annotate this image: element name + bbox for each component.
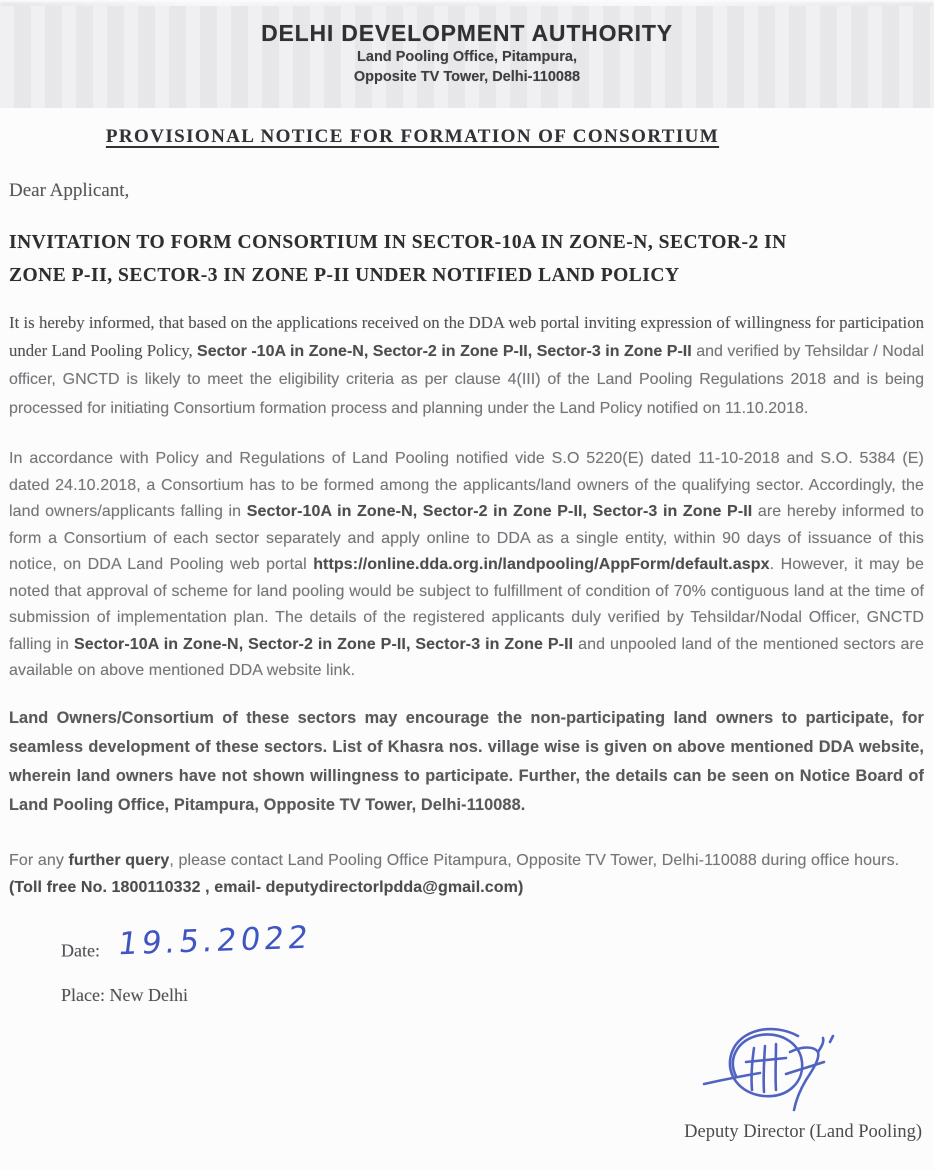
subject-line2: ZONE P-II, SECTOR-3 IN ZONE P-II UNDER NOTIFIED LAND POLICY [9,265,680,286]
paragraph-encouragement: Land Owners/Consortium of these sectors may encourage the non-participating land owners to participate, for seamless development of these sectors. List of Khasra nos. village wise is given on above mentioned DDA website, wherein land owners have not shown willingness to participate. Further, the details can be seen on Notice Board of Land Pooling Office, Pitampura, Opposite TV Tower, Delhi-110088. [9,708,924,814]
paragraph-consortium-formation [9,446,924,685]
para2-part7: and unpooled land of the mentioned sectors are available on above mentioned DDA website link. [9,635,924,679]
salutation: Dear Applicant, [9,180,130,201]
para4-part3: , please contact Land Pooling Office Pitampura, Opposite TV Tower, Delhi-110088 during office hours. [169,851,900,869]
para2-sectors-1: Sector-10A in Zone-N, Sector-2 in Zone P-II, Sector-3 in Zone P-II [246,503,753,520]
date-row [61,919,924,975]
handwritten-date: 19.5.2022 [115,919,314,962]
para1-sectors: Sector -10A in Zone-N, Sector-2 in Zone P-II, Sector-3 in Zone P-II [197,342,697,360]
para2-part5: . However, it may be noted that approval of scheme for land pooling would be subject to fulfillment of condition of 70% contiguous land at the time of submission of implementation plan. The details of the registered applicants duly verified by Tehsildar/Nodal Officer, GNCTD falling in [9,556,925,653]
para4-further-query: further query [68,851,170,869]
office-address-line2: Opposite TV Tower, Delhi-110088 [353,69,581,85]
org-name: DELHI DEVELOPMENT AUTHORITY [261,20,673,46]
notice-title: PROVISIONAL NOTICE FOR FORMATION OF CONSORTIUM [105,126,720,147]
date-label: Date: [61,939,100,960]
subject-line1: INVITATION TO FORM CONSORTIUM IN SECTOR-10A IN ZONE-N, SECTOR-2 IN [9,232,787,253]
paragraph-contact [9,847,924,901]
paragraph-eligibility [9,309,924,422]
para1-rest: and verified by Tehsildar / Nodal officer, GNCTD is likely to meet the eligibility criteria as per clause 4(III) of the Land Pooling Regulations 2018 and is being processed for initiating Consortium formation process and planning under the Land Policy notified on 11.10.2018. [9,342,925,417]
place-row: Place: New Delhi [61,984,188,1005]
portal-url: https://online.dda.org.in/landpooling/AppForm/default.aspx [313,556,770,573]
office-address-line1: Land Pooling Office, Pitampura, [357,49,577,65]
signatory-title: Deputy Director (Land Pooling) [684,1122,922,1142]
para2-part3: are hereby informed to form a Consortium of each sector separately and apply online to DDA as a single entity, within 90 days of issuance of this notice, on DDA Land Pooling web portal [9,503,924,573]
subject-heading [9,226,924,292]
para2-sectors-2: Sector-10A in Zone-N, Sector-2 in Zone P-II, Sector-3 in Zone P-II [73,635,574,653]
para4-part1: For any [9,851,69,869]
para1-intro: It is hereby informed, that based on the applications received on the DDA web portal inviting expression of willingness for participation under Land Pooling Policy, [9,313,924,360]
tollfree-email: (Toll free No. 1800110332 , email- deputydirectorlpdda@gmail.com) [9,878,524,896]
para2-part1: In accordance with Policy and Regulations of Land Pooling notified vide S.O 5220(E) dated 11-10-2018 and S.O. 5384 (E) dated 24.10.2018, a Consortium has to be formed among the applicants/land owners of the qualifying sector. Accordingly, the land owners/applicants falling in [9,450,924,520]
signature-scribble-icon [702,1018,872,1118]
